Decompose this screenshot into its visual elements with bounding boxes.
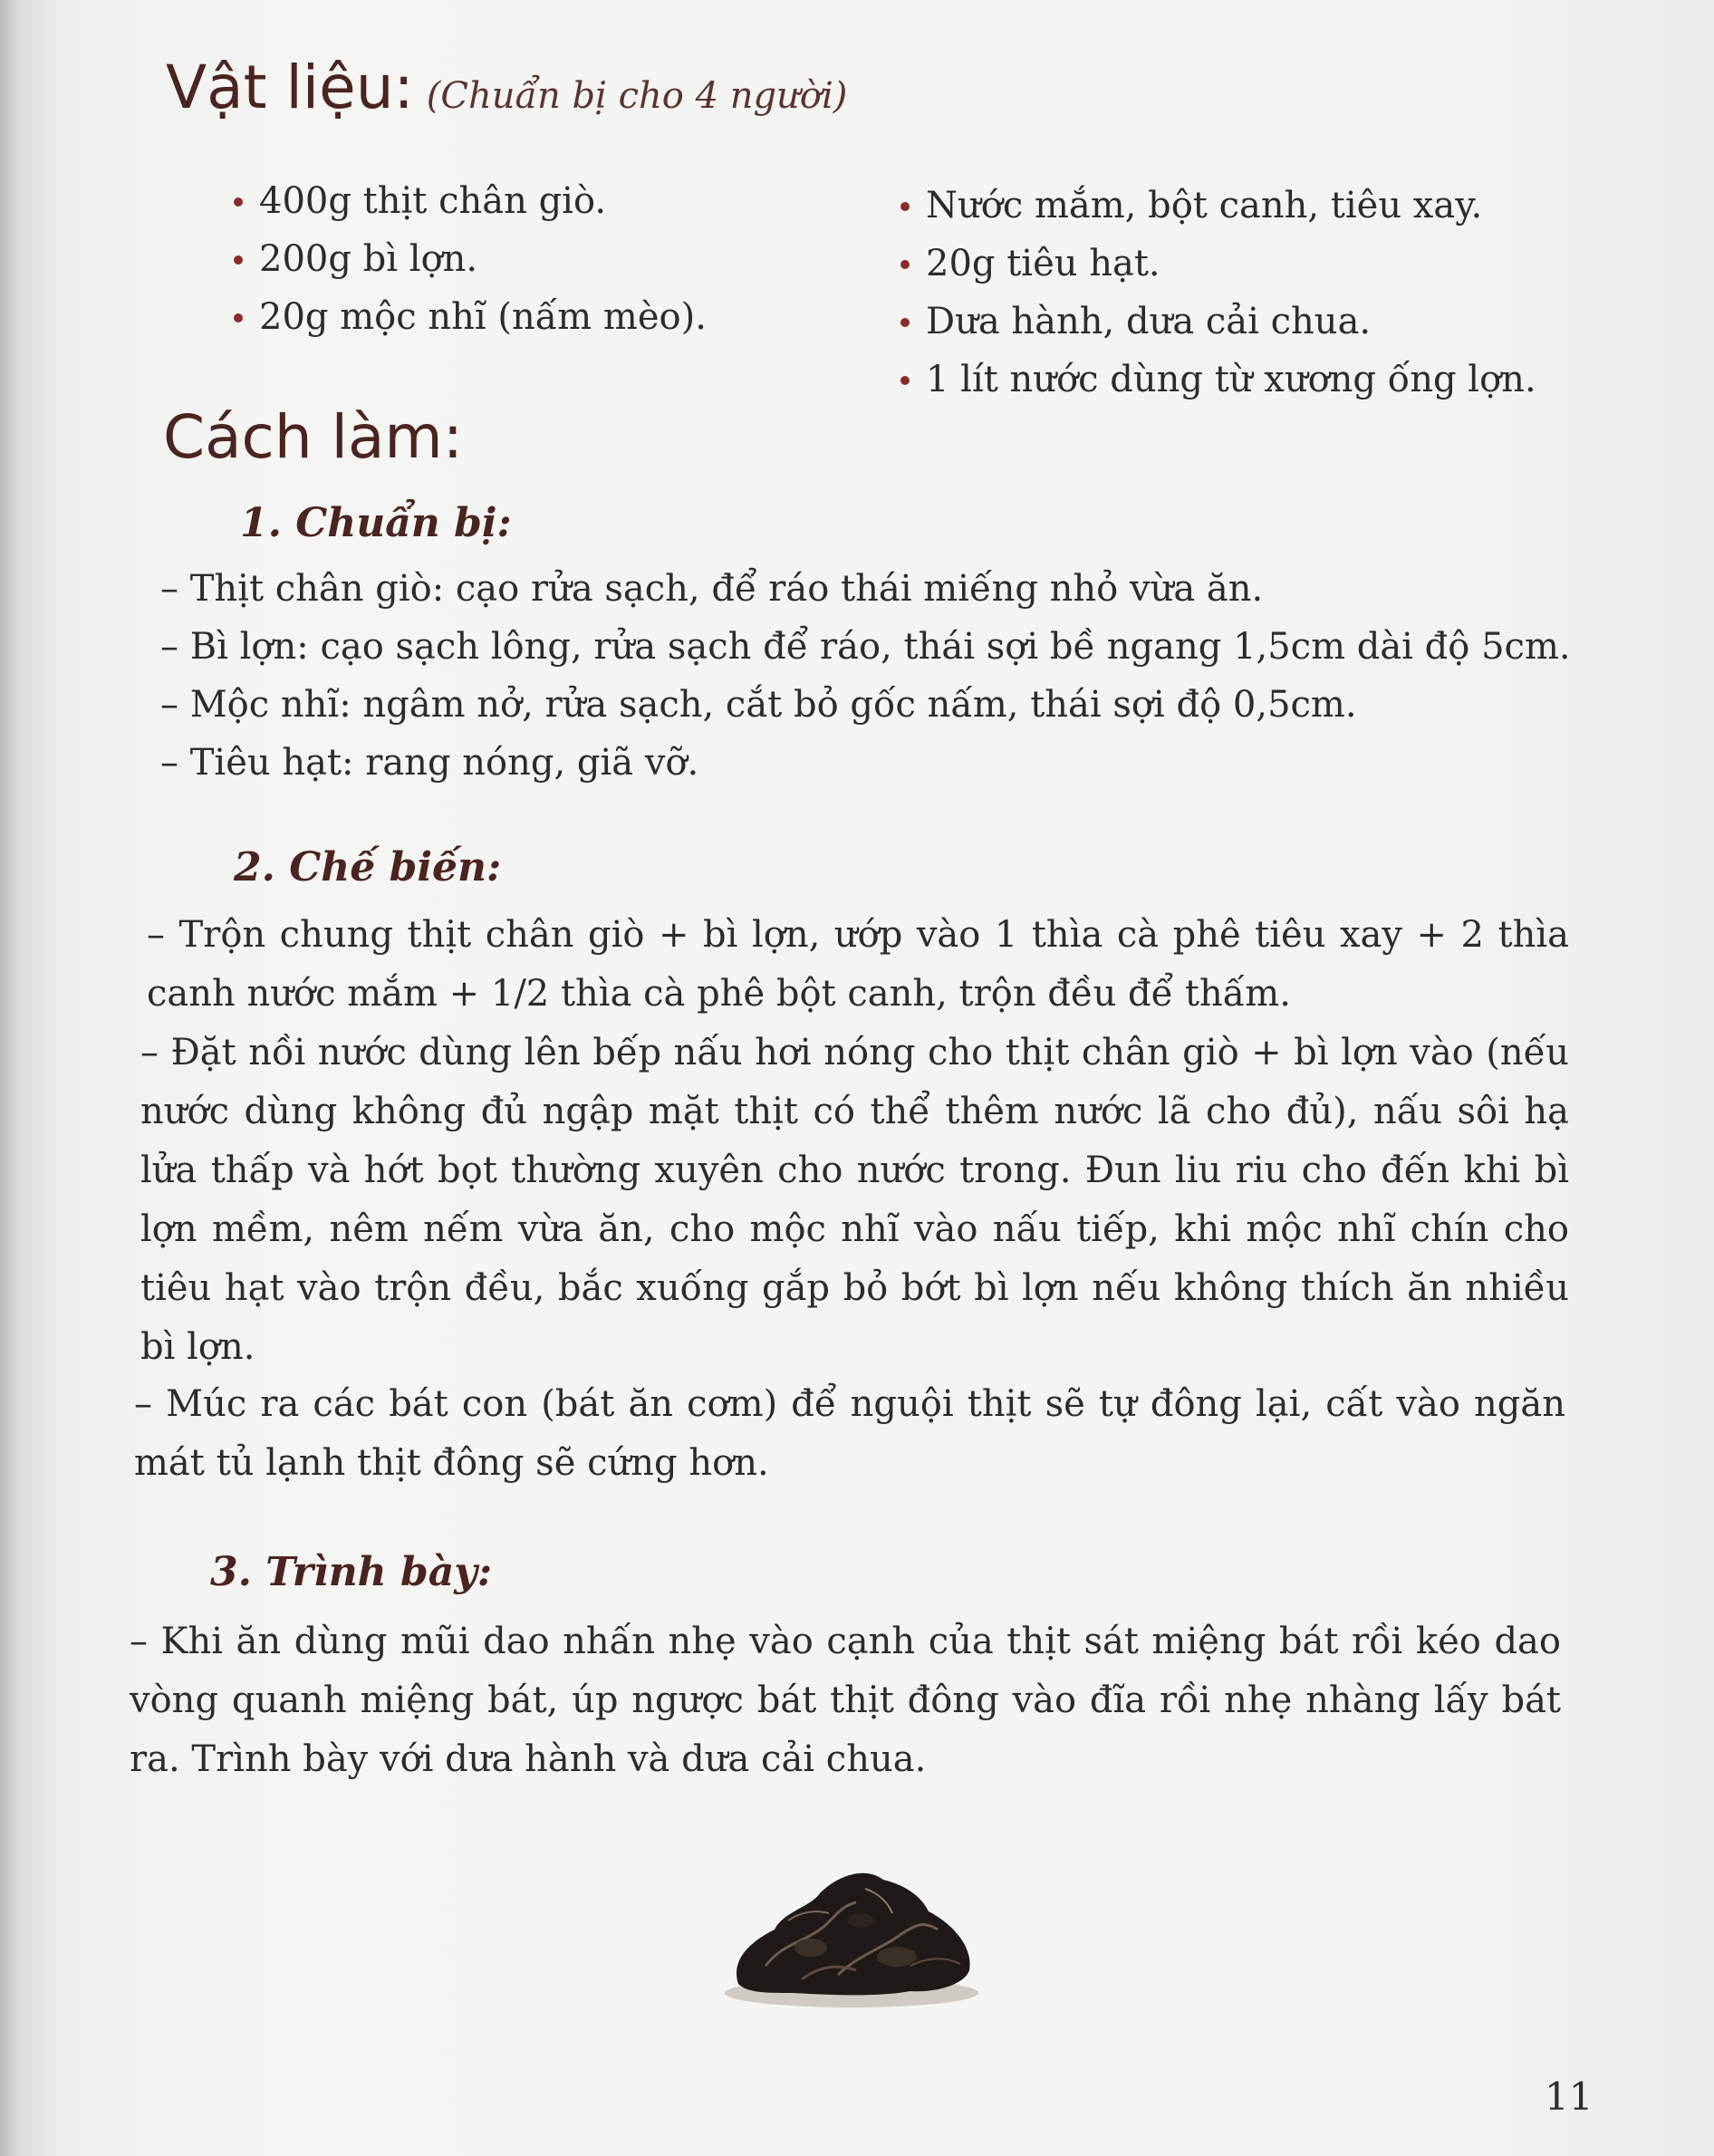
cook-heading: 2. Chế biến:: [234, 844, 502, 890]
wood-ear-mushroom-icon: [702, 1857, 992, 2020]
bullet-icon: [900, 260, 910, 269]
list-item: [234, 230, 707, 288]
cook-paragraph: – Múc ra các bát con (bát ăn cơm) để nguội thịt sẽ tự đông lại, cất vào ngăn mát tủ lạnh thịt đông sẽ cứng hơn.: [134, 1383, 1565, 1484]
list-item: [900, 235, 1536, 293]
ingredients-title: Vật liệu:: [166, 53, 414, 122]
bullet-icon: [234, 255, 243, 265]
list-item: – Bì lợn: cạo sạch lông, rửa sạch để ráo, thái sợi bề ngang 1,5cm dài độ 5cm.: [160, 626, 1571, 668]
ingredients-subtitle: (Chuẩn bị cho 4 người): [426, 75, 848, 117]
ingredients-heading: [166, 53, 847, 122]
list-item: – Thịt chân giò: cạo rửa sạch, để ráo thái miếng nhỏ vừa ăn.: [160, 568, 1264, 610]
list-item: – Mộc nhĩ: ngâm nở, rửa sạch, cắt bỏ gốc nấm, thái sợi độ 0,5cm.: [160, 684, 1357, 726]
ingredient-text: Dưa hành, dưa cải chua.: [926, 301, 1372, 342]
list-item: – Tiêu hạt: rang nóng, giã vỡ.: [160, 742, 699, 784]
ingredient-text: 20g mộc nhĩ (nấm mèo).: [259, 296, 707, 338]
ingredients-list-right: [900, 177, 1536, 409]
serve-paragraph: – Khi ăn dùng mũi dao nhấn nhẹ vào cạnh của thịt sát miệng bát rồi kéo dao vòng quanh miệng bát, úp ngược bát thịt đông vào đĩa rồi nhẹ nhàng lấy bát ra. Trình bày với dưa hành và dưa cải chua.: [130, 1621, 1561, 1780]
ingredient-text: 200g bì lợn.: [259, 238, 478, 280]
cook-paragraph: – Đặt nồi nước dùng lên bếp nấu hơi nóng cho thịt chân giò + bì lợn vào (nếu nước dùng không đủ ngập mặt thịt có thể thêm nước lã cho đủ), nấu sôi hạ lửa thấp và hớt bọt thường xuyên cho nước trong. Đun liu riu cho đến khi bì lợn mềm, nêm nếm vừa ăn, cho mộc nhĩ vào nấu tiếp, khi mộc nhĩ chín cho tiêu hạt vào trộn đều, bắc xuống gắp bỏ bớt bì lợn nếu không thích ăn nhiều bì lợn.: [140, 1032, 1569, 1368]
bullet-icon: [234, 313, 243, 322]
ingredient-text: Nước mắm, bột canh, tiêu xay.: [926, 185, 1483, 226]
list-item: [900, 351, 1536, 409]
bullet-icon: [900, 376, 910, 385]
prep-heading: 1. Chuẩn bị:: [240, 500, 512, 546]
ingredients-list-left: [234, 172, 707, 346]
list-item: [234, 172, 707, 230]
method-heading: Cách làm:: [163, 402, 463, 472]
serve-heading: 3. Trình bày:: [210, 1549, 493, 1595]
list-item: [900, 293, 1536, 351]
ingredient-text: 400g thịt chân giò.: [259, 180, 607, 222]
bullet-icon: [234, 197, 243, 207]
list-item: [900, 177, 1536, 235]
ingredient-text: 20g tiêu hạt.: [926, 243, 1160, 284]
list-item: [234, 288, 707, 346]
page-number: 11: [1545, 2074, 1594, 2119]
prep-steps: [160, 560, 1571, 792]
bullet-icon: [900, 202, 910, 211]
ingredient-text: 1 lít nước dùng từ xương ống lợn.: [926, 359, 1536, 400]
bullet-icon: [900, 318, 910, 327]
cook-paragraph: – Trộn chung thịt chân giò + bì lợn, ướp vào 1 thìa cà phê tiêu xay + 2 thìa canh nước mắm + 1/2 thìa cà phê bột canh, trộn đều để thấm.: [147, 914, 1569, 1015]
